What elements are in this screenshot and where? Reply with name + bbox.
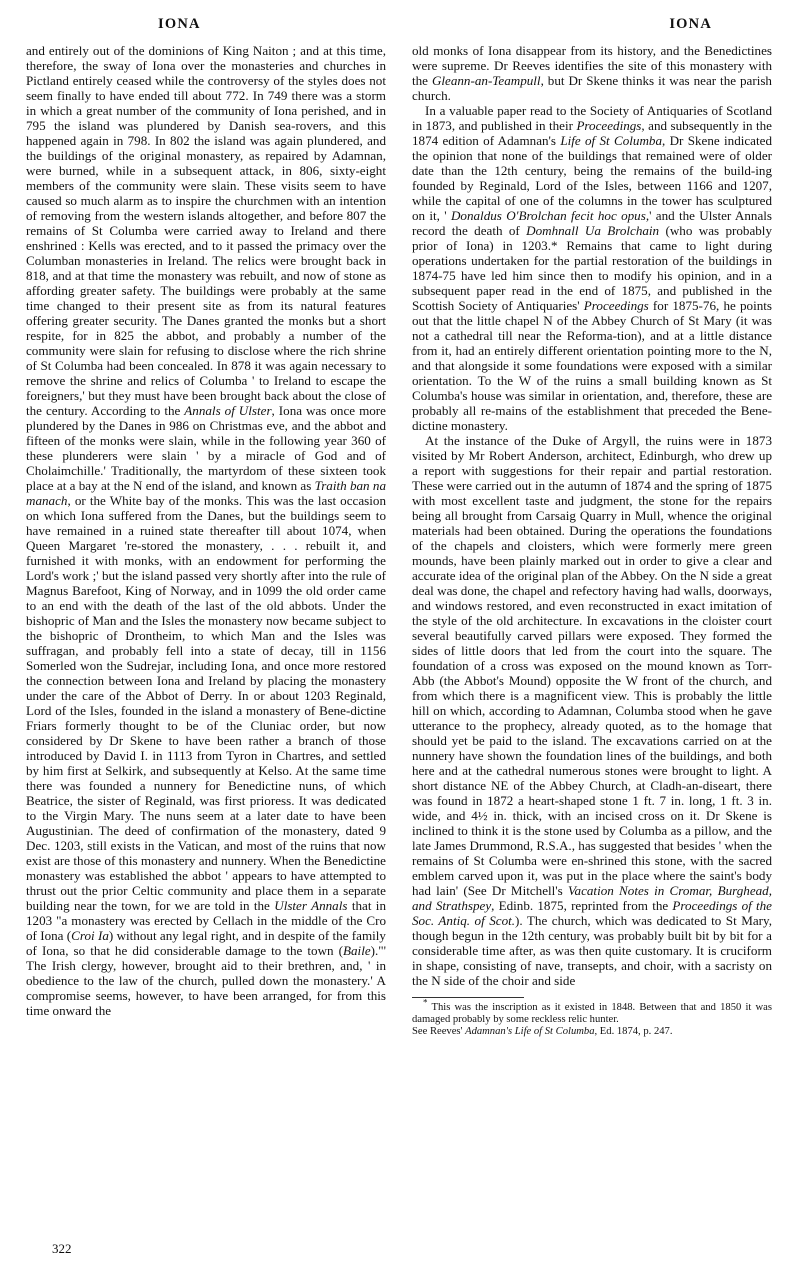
italic-phrase: Proceedings of the Soc. Antiq. of Scot. [412, 898, 772, 928]
italic-phrase: Annals of Ulster [184, 403, 272, 418]
body-text: that in 1203 "a monastery was erected by Cellach in the middle of the Cro of Iona ( [26, 898, 386, 943]
two-column-body [26, 43, 774, 1039]
body-text: , or the White bay of the monks. This was the last occasion on which Iona suffered from the Danes, but the buildings seem to have remained in a ruined state thereafter till about 1074, when Queen Margaret 're-stored the monastery, . . . rebuilt it, and furnished it with monks, with an endowment for performing the Lord's work ;' but the island passed very shortly after into the rule of Magnus Barefoot, King of Norway, and in 1099 the old order came to an end with the death of the last of the old abbots. Under the bishopric of Man and the Isles the monastery now became subject to the bishopric of Drontheim, to which Man and the Isles was suffragan, and probably fell into a state of decay, till in 1156 Somerled won the Sudrejar, including Iona, and once more restored the connection between Iona and Ireland by placing the monastery under the care of the Abbot of Derry. In or about 1203 Reginald, Lord of the Isles, founded in the island a monastery of Bene-dictine Friars formerly thought to be of the Cluniac order, but now considered by Dr Skene to have been rather a branch of those introduced by David I. in 1113 from Tyron in Chartres, and settled by him first at Selkirk, and subsequently at Kelso. At the same time there was founded a nunnery for Benedictine nuns, of which Beatrice, the sister of Reginald, was first prioress. It was dedicated to the Virgin Mary. The nuns seem at a later date to have been Augustinian. The deed of confirmation of the monastery, dated 9 Dec. 1203, still exists in the Vatican, and most of the ruins that now exist are those of this monastery and nunnery. When the Benedictine monastery was established the abbot ' appears to have attempted to thrust out the prior Celtic community and place them in a separate building near the town, for we are told in the [26, 493, 386, 913]
body-text: (who was probably prior of Iona) in 1203.* Remains that came to light during operations undertaken for the partial restoration of the buildings in 1874-75 have led him since then to modify his opinion, and in a subsequent paper read in the end of 1875, and published in the Scottish Society of Antiquaries' [412, 223, 772, 313]
body-text: ' and the Ulster Annals record the death of [412, 208, 772, 238]
italic-phrase: Croi Ia [71, 928, 109, 943]
page-headers [26, 16, 774, 33]
footnote [412, 997, 772, 1039]
body-text: At the instance of the Duke of Argyll, the ruins were in 1873 visited by Mr Robert Anderson, architect, Edinburgh, who drew up a report with suggestions for their repair and partial restoration. These were carried out in the autumn of 1874 and the spring of 1875 with most excellent taste and judgment, the stone for the repairs being all brought from Carsaig Quarry in Mull, whence the original materials had been obtained. During the operations the foundations of the chapels and cloisters, which were formerly mere green mounds, have been plainly marked out in order to give a clear and accurate idea of the original plan of the Abbey. On the N side a great deal was done, the chapel and refectory having had walls, doorways, and windows restored, and even reconstructed in exact imitation of the style of the old architecture. In excavations in the cloister court several beautifully carved pillars were exposed. They formed the sides of little doors that led from the court into the square. The foundation of a cross was exposed on the mound known as Torr-Abb (the Abbot's Mound) opposite the W front of the church, and from which there is a magnificent view. This is probably the little hill on which, according to Adamnan, Columba stood when he gave utterance to the prophecy, already quoted, as to the homage that should yet be paid to the island. The excavations carried on at the nunnery have shown the foundation lines of the buildings, and both here and at the cathedral numerous stones were brought to light. A short distance NE of the Abbey Church, at Cladh-an-diseart, there was found in 1872 a heart-shaped stone 1 ft. 7 in. long, 1 ft. 3 in. wide, and 4½ in. thick, with an incised cross on it. Dr Skene is inclined to think it is the stone used by Columba as a pillow, and the late James Drummond, R.S.A., has suggested that besides ' when the remains of St Columba were en-shrined this stone, with the sacred emblem carved upon it, was put in the place where the saint's body had lain' (See Dr Mitchell's [412, 433, 772, 898]
italic-phrase: Vacation Notes in Cromar, Burghead, and Strathspey [412, 883, 772, 913]
body-text: In a valuable paper read to the Society of Antiquaries of Scotland in 1873, and published in their [412, 103, 772, 133]
body-text: for 1875-76, he points out that the little chapel N of the Abbey Church of St Mary (it was not a cathedral till near the Reforma-tion), and at a little distance from it, had an entirely different orientation pointing more to the N, and that alongside it some foundations were exposed with a similar orientation. To the W of the ruins a small building known as St Columba's house was similar in orientation, and, therefore, these are probably all re-mains of the establishment that preceded the Bene-dictine monastery. [412, 298, 772, 433]
right-column [412, 43, 772, 1039]
italic-phrase: Proceedings [583, 298, 649, 313]
footnote-marker: * [423, 997, 428, 1008]
italic-phrase: Proceedings [576, 118, 642, 133]
right-column-paragraph-2 [412, 433, 772, 988]
italic-phrase: Traith ban na manach [26, 478, 386, 508]
body-text: See Reeves' [412, 1026, 466, 1038]
italic-phrase: Life of St Columba [560, 133, 662, 148]
italic-phrase: Ulster Annals [274, 898, 348, 913]
left-column [26, 43, 386, 1018]
right-column-paragraph-1 [412, 43, 772, 103]
left-column-text [26, 43, 386, 1018]
footnote-line-2 [412, 1026, 672, 1037]
body-text: ) without any legal right, and in despite of the family of Iona, so that he did considerable damage to the town ( [26, 928, 386, 958]
italic-phrase: Donaldus O'Brolchan fecit hoc opus, [450, 208, 650, 223]
body-text: , and subsequently in the 1874 edition of Adamnan's [412, 118, 772, 148]
body-text: ). The church, which was dedicated to St Mary, though begun in the 12th century, was probably built bit by bit for a considerable time after, as was then quite customary. It is cruciform in shape, consisting of nave, transepts, and choir, with a sacristy on the N side of the choir and side [412, 913, 772, 988]
body-text: , but Dr Skene thinks it was near the parish church. [412, 73, 772, 103]
page-number: 322 [52, 1241, 72, 1256]
body-text: and entirely out of the dominions of King Naiton ; and at this time, therefore, the sway of Iona over the monasteries and churches in Pictland entirely ceased while the controversy of the styles does not seem finally to have ended till about 772. In 749 there was a storm in which a great number of the community of Iona perished, and in 795 the island was plundered by Danish sea-rovers, and this happened again in 798. In 802 the island was again plundered, and the buildings of the original monastery, as repaired by Adamnan, were burned, while in a subsequent attack, in 806, sixty-eight members of the community were slain. These visits seem to have caused so much alarm as to inspire the churchmen with an intention of removing from the western islands altogether, and before 807 the remains of St Columba were carried away to Ireland and there enshrined : Kells was erected, and to it passed the primacy over the Columban monasteries in Ireland. The relics were brought back in 818, and at that time the monastery was rebuilt, and now of stone as affording greater safety. The buildings were probably at the same time changed to their present site as from its natural features offering greater security. The Danes granted the monks but a short respite, for in 825 the abbot, and probably a number of the community were slain for refusing to disclose where the rich shrine of St Columba had been concealed. In 878 it was again necessary to remove the shrine and relics of Columba ' to Ireland to escape the foreigners,' but they must have been brought back about the close of the century. According to the [26, 43, 386, 418]
running-head-right: IONA [669, 16, 712, 32]
italic-phrase: Adamnan's Life of St Columba [465, 1026, 595, 1038]
body-text: old monks of Iona disappear from its history, and the Benedictines were supreme. Dr Reeves identifies the site of this monastery with the [412, 43, 772, 88]
italic-phrase: Baile [343, 943, 371, 958]
italic-phrase: Domhnall Ua Brolchain [526, 223, 660, 238]
body-text: , Ed. 1874, p. 247. [594, 1026, 673, 1038]
italic-phrase: Gleann-an-Teampull [431, 73, 541, 88]
running-head-left: IONA [158, 16, 201, 32]
footnote-rule [412, 997, 524, 998]
right-column-paragraph-1b [412, 103, 772, 433]
body-text: )."' The Irish clergy, however, brought aid to their brethren, and, ' in obedience to the law of the church, pulled down the monastery.' A compromise seems, however, to have been arranged, for from this time onward the [26, 943, 386, 1018]
body-text: , Iona was once more plundered by the Danes in 986 on Christmas eve, and the abbot and fifteen of the monks were slain, while in the following year 360 of these plunderers were slain ' by a miracle of God and of Cholaimchille.' Traditionally, the martyrdom of these sixteen took place at a bay at the N end of the island, and known as [26, 403, 386, 493]
footnote-line-1: * This was the inscription as it existed in 1848. Between that and 1850 it was damaged probably by some reckless relic hunter. [412, 997, 772, 1026]
body-text: , Edinb. 1875, reprinted from the [491, 898, 673, 913]
body-text: , Dr Skene indicated the opinion that none of the buildings that remained were of older date than the 12th century, being the remains of the build-ing founded by Reginald, Lord of the Isles, between 1166 and 1207, while the capital of one of the columns in the tower has sculptured on it, ' [412, 133, 772, 223]
